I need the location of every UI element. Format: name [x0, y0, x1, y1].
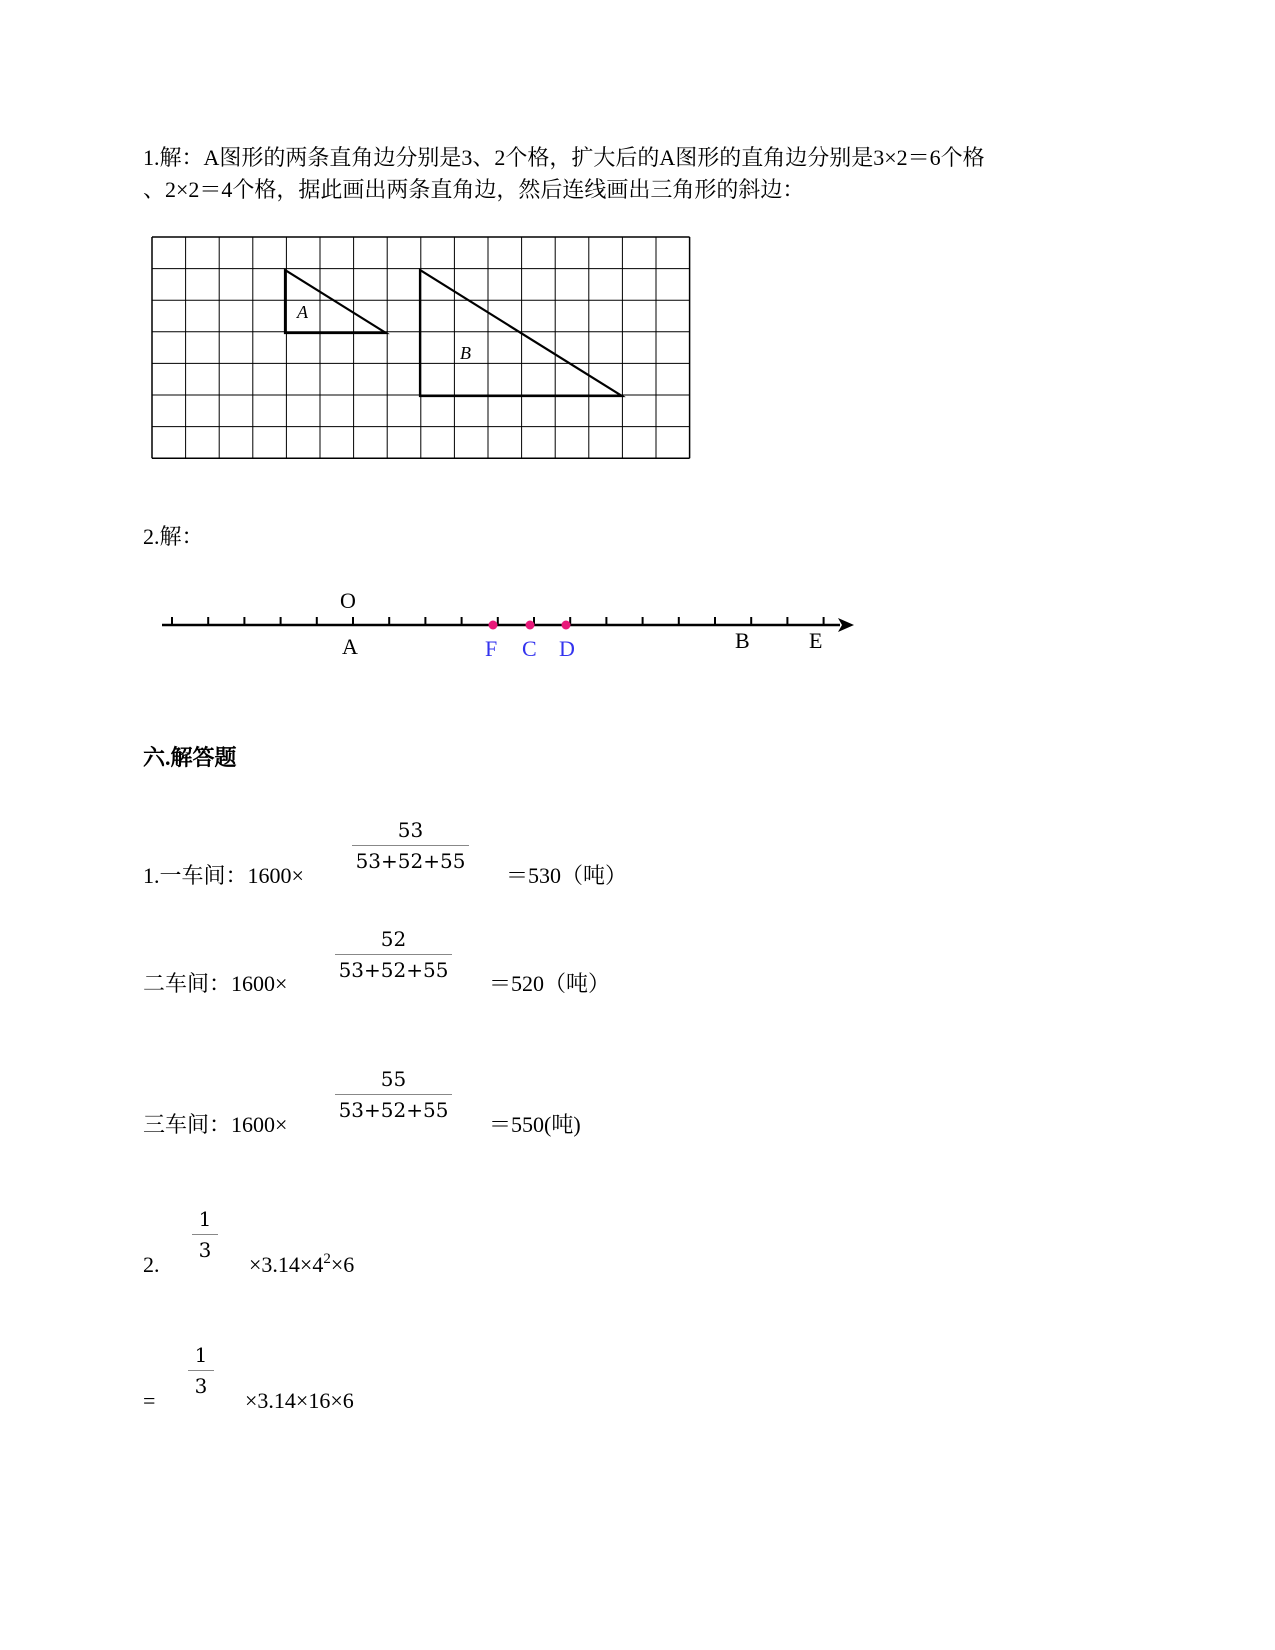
q2-row2-fraction: [188, 1343, 214, 1398]
label-d: D: [559, 636, 575, 661]
triangle-grid-figure: [150, 235, 692, 465]
section6-heading: 六.解答题: [143, 745, 237, 770]
solution2-heading: 2.解：: [143, 524, 204, 549]
label-c: C: [522, 636, 537, 661]
q2-row1-exponent: 2: [323, 1251, 331, 1267]
label-f: F: [485, 636, 498, 661]
number-line-figure: [150, 585, 870, 670]
fraction-bar: [335, 1094, 452, 1095]
q1-row3-denominator: 53+52+55: [338, 1098, 449, 1122]
q1-row1-denominator: 53+52+55: [355, 849, 466, 873]
number-line-arrow-icon: [838, 618, 854, 632]
q1-row2-result: ＝520（吨）: [489, 971, 611, 996]
triangle-a-label: A: [297, 302, 308, 322]
q1-row1-prefix: 1.一车间：1600×: [143, 863, 304, 888]
solution1-line2: 、2×2＝4个格，据此画出两条直角边，然后连线画出三角形的斜边：: [143, 177, 805, 202]
q2-row1-denominator: 3: [198, 1238, 212, 1262]
q2-row2-expression: ×3.14×16×6: [245, 1388, 354, 1413]
q1-row3-prefix: 三车间：1600×: [143, 1112, 288, 1137]
label-o: O: [340, 588, 356, 613]
fraction-bar: [192, 1234, 218, 1235]
label-b: B: [735, 628, 750, 653]
fraction-bar: [335, 954, 452, 955]
label-e: E: [809, 628, 823, 653]
q2-row2-prefix: =: [143, 1388, 156, 1413]
point-f: [489, 621, 498, 630]
q2-row1-fraction: [192, 1207, 218, 1262]
q2-row1-expr-b: ×6: [330, 1252, 355, 1277]
fraction-bar: [352, 845, 469, 846]
q1-row3-fraction: [335, 1067, 452, 1122]
q1-row2-fraction: [335, 927, 452, 982]
solution1-line1: 1.解：A图形的两条直角边分别是3、2个格，扩大后的A图形的直角边分别是3×2＝6个格: [143, 145, 985, 170]
q1-row2-denominator: 53+52+55: [338, 958, 449, 982]
q2-row1-prefix: 2.: [143, 1252, 160, 1277]
q1-row1-numerator: 53: [397, 818, 424, 842]
triangle-b-label: B: [460, 343, 471, 363]
label-a: A: [342, 634, 358, 659]
triangle-b: [420, 270, 622, 396]
q1-row2-numerator: 52: [380, 927, 407, 951]
q2-row2-denominator: 3: [194, 1374, 208, 1398]
q1-row2-prefix: 二车间：1600×: [143, 971, 288, 996]
q2-row1-expression: [249, 1252, 354, 1281]
point-c: [526, 621, 535, 630]
fraction-bar: [188, 1370, 214, 1371]
q1-row1-fraction: [352, 818, 469, 873]
point-d: [562, 621, 571, 630]
q1-row3-result: ＝550(吨): [489, 1112, 581, 1137]
q1-row1-result: ＝530（吨）: [506, 863, 628, 888]
q2-row1-expr-a: ×3.14×4: [249, 1252, 324, 1277]
q2-row2-numerator: 1: [194, 1343, 208, 1367]
q2-row1-numerator: 1: [198, 1207, 212, 1231]
q1-row3-numerator: 55: [380, 1067, 407, 1091]
